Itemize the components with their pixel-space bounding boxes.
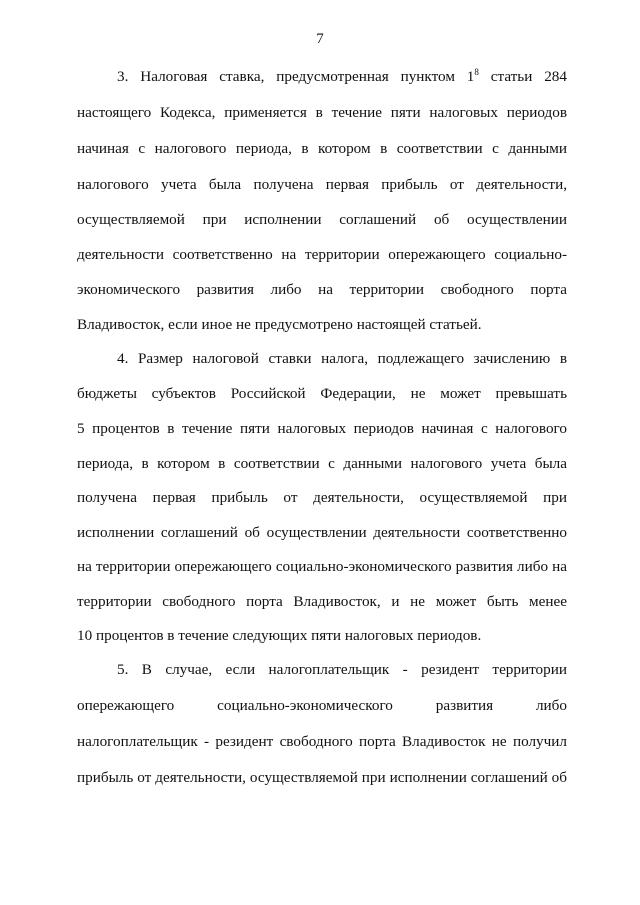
page-number: 7 <box>316 31 324 47</box>
paragraph-4-line-3: 5 процентов в течение пяти налоговых периодов начиная с налогового <box>77 420 567 437</box>
paragraph-5-line-2: опережающего социально-экономического развития либо <box>77 697 567 714</box>
paragraph-5-line-3: налогоплательщик - резидент свободного порта Владивосток не получил <box>77 733 567 750</box>
paragraph-4-line-2: бюджеты субъектов Российской Федерации, не может превышать <box>77 385 567 402</box>
paragraph-5-line-1: 5. В случае, если налогоплательщик - резидент территории <box>117 661 567 678</box>
paragraph-5-line-4: прибыль от деятельности, осуществляемой при исполнении соглашений об <box>77 769 567 786</box>
paragraph-4-line-8: территории свободного порта Владивосток, и не может быть менее <box>77 593 567 610</box>
paragraph-4-line-9: 10 процентов в течение следующих пяти налоговых периодов. <box>77 627 482 644</box>
paragraph-3-line-1 <box>117 68 567 86</box>
paragraph-3-line-5: осуществляемой при исполнении соглашений об осуществлении <box>77 211 567 228</box>
paragraph-4-line-7: на территории опережающего социально-экономического развития либо на <box>77 558 567 575</box>
paragraph-3-line-6: деятельности соответственно на территории опережающего социально- <box>77 246 567 263</box>
paragraph-3-line-2: настоящего Кодекса, применяется в течение пяти налоговых периодов <box>77 104 567 121</box>
paragraph-3-text-b: статьи 284 <box>478 68 567 85</box>
paragraph-3-text-a: 3. Налоговая ставка, предусмотренная пунктом 1 <box>117 68 475 85</box>
paragraph-3-line-3: начиная с налогового периода, в котором в соответствии с данными <box>77 140 567 157</box>
paragraph-4-line-4: периода, в котором в соответствии с данными налогового учета была <box>77 455 567 472</box>
paragraph-3-line-4: налогового учета была получена первая прибыль от деятельности, <box>77 176 567 193</box>
paragraph-3-superscript: 8 <box>474 67 479 77</box>
paragraph-4-line-5: получена первая прибыль от деятельности, осуществляемой при <box>77 489 567 506</box>
paragraph-3-line-8: Владивосток, если иное не предусмотрено настоящей статьей. <box>77 316 482 333</box>
paragraph-3-line-7: экономического развития либо на территории свободного порта <box>77 281 567 298</box>
paragraph-4-line-6: исполнении соглашений об осуществлении деятельности соответственно <box>77 524 567 541</box>
paragraph-4-line-1: 4. Размер налоговой ставки налога, подлежащего зачислению в <box>117 350 567 367</box>
